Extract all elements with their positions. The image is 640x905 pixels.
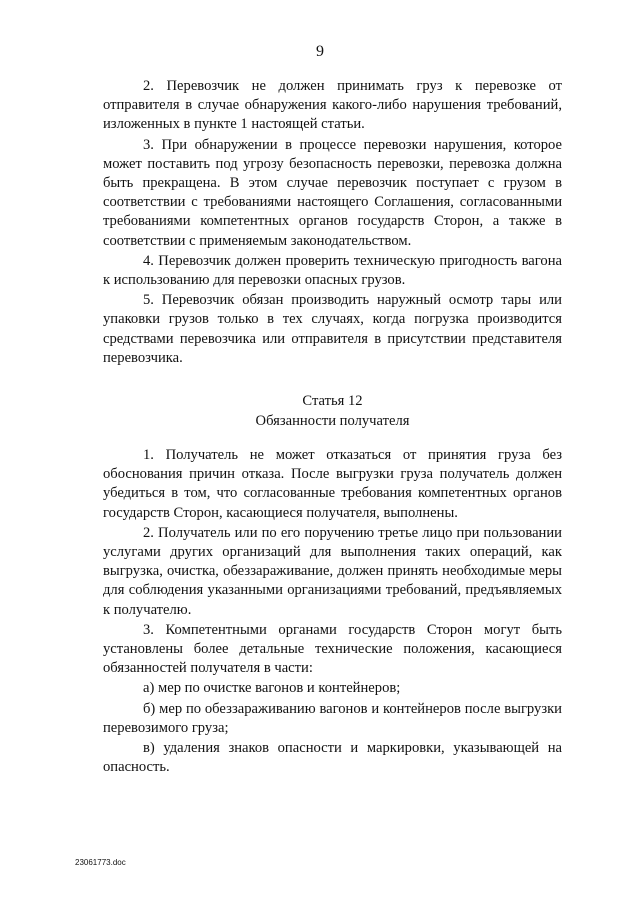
list-item: а) мер по очистке вагонов и контейнеров;	[143, 680, 401, 697]
article-number: Статья 12	[302, 393, 363, 409]
article-11-continuation	[103, 77, 562, 368]
article-title: Обязанности получателя	[255, 413, 410, 429]
article-12-body	[103, 446, 562, 777]
paragraph: 5. Перевозчик обязан производить наружный осмотр тары или упаковки грузов только в тех случаях, когда погрузка производится средствами перевозчика или отправителя в присутствии представителя перевозчика.	[103, 292, 562, 366]
article-heading	[103, 391, 562, 431]
paragraph: 4. Перевозчик должен проверить техническую пригодность вагона к использованию для перевозки опасных грузов.	[103, 252, 562, 289]
list-item: б) мер по обеззараживанию вагонов и контейнеров после выгрузки перевозимого груза;	[103, 700, 562, 736]
paragraph: 2. Перевозчик не должен принимать груз к перевозке от отправителя в случае обнаружения какого-либо нарушения требований, изложенных в пункте 1 настоящей статьи.	[103, 78, 562, 133]
paragraph: 3. Компетентными органами государств Сторон могут быть установлены более детальные технические положения, касающиеся обязанностей получателя в части:	[103, 621, 562, 677]
footer-file-name: 23061773.doc	[75, 858, 126, 867]
page-number: 9	[316, 43, 324, 60]
paragraph: 2. Получатель или по его поручению третье лицо при пользовании услугами других организаций для выполнения таких операций, как выгрузка, очистка, обеззараживание, должен принять необходимые меры для соблюдения указанными организациями требований, предъявляемых к получателю.	[103, 524, 562, 618]
list-item: в) удаления знаков опасности и маркировки, указывающей на опасность.	[103, 740, 562, 776]
paragraph: 1. Получатель не может отказаться от принятия груза без обоснования причин отказа. После выгрузки груза получатель должен убедиться в том, что согласованные требования компетентных органов государств Сторон, касающиеся получателя, выполнены.	[103, 447, 562, 521]
paragraph: 3. При обнаружении в процессе перевозки нарушения, которое может поставить под угрозу безопасность перевозки, перевозка должна быть прекращена. В этом случае перевозчик поступает с грузом в соответствии с требованиями настоящего Соглашения, согласованными требованиями компетентных органов государств Сторон, а также в соответствии с применяемым законодательством.	[103, 136, 562, 249]
